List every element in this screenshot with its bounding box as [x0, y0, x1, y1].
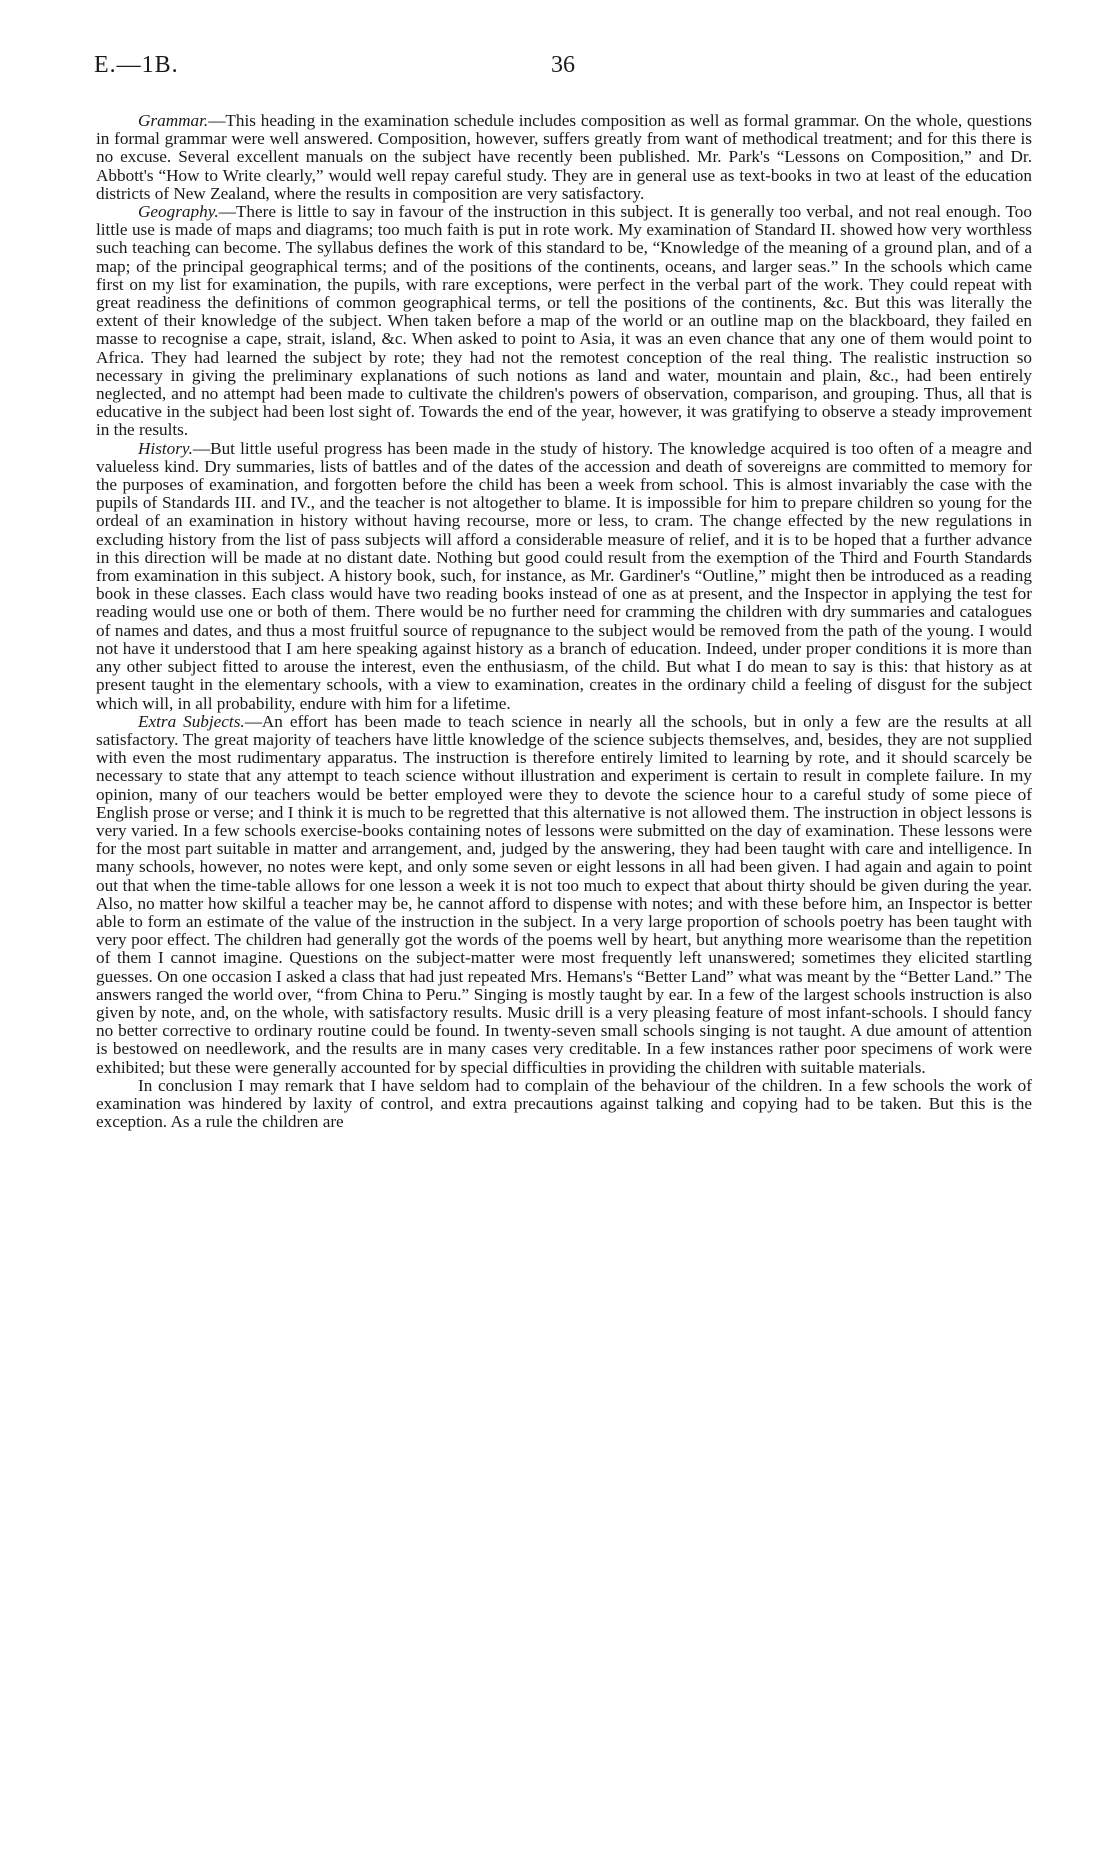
paragraph-geography-text: —There is little to say in favour of the instruction in this subject. It is generally too verbal, and not real enough. Too little use is made of maps and diagrams; too much faith is put in rote work. My examination of Standard II. showed how very worthless such teaching can become. The syllabus defines the work of this standard to be, “Knowledge of the meaning of a ground plan, and of a map; of the principal geographical terms; and of the positions of the continents, oceans, and larger seas.” In the schools which came first on my list for examination, the pupils, with rare exceptions, were perfect in the verbal part of the work. They could repeat with great readiness the definitions of common geographical terms, or tell the positions of the continents, &c. But this was literally the extent of their knowledge of the subject. When taken before a map of the world or an outline map on the blackboard, they failed en masse to recognise a cape, strait, island, &c. When asked to point to Asia, it was an even chance that any one of them would point to Africa. They had learned the subject by rote; they had not the remotest conception of the real thing. The realistic instruction so necessary in giving the preliminary explanations of such notions as land and water, mountain and plain, &c., had been entirely neglected, and no attempt had been made to cultivate the children's powers of observation, comparison, and grouping. Thus, all that is educative in the subject had been lost sight of. Towards the end of the year, however, it was gratifying to observe a steady improvement in the results.: [96, 202, 1032, 440]
paragraph-extra-subjects: [96, 713, 1032, 1077]
document-reference: E.—1B.: [94, 52, 179, 78]
report-body: [96, 112, 1032, 1131]
paragraph-grammar-text: —This heading in the examination schedule includes composition as well as formal grammar. On the whole, questions in formal grammar were well answered. Composition, however, suffers greatly from want of methodical treatment; and for this there is no excuse. Several excellent manuals on the subject have recently been published. Mr. Park's “Lessons on Composition,” and Dr. Abbott's “How to Write clearly,” would well repay careful study. They are in general use as text-books in two at least of the education districts of New Zealand, where the results in composition are very satisfactory.: [96, 111, 1032, 203]
heading-geography: Geography.: [138, 202, 219, 222]
paragraph-extra-subjects-text: —An effort has been made to teach science in nearly all the schools, but in only a few are the results at all satisfactory. The great majority of teachers have little knowledge of the science subjects themselves, and, besides, they are not supplied with even the most rudimentary apparatus. The instruction is therefore entirely limited to learning by rote, and it should scarcely be necessary to state that any attempt to teach science without illustration and experiment is certain to result in complete failure. In my opinion, many of our teachers would be better employed were they to devote the science hour to a careful study of some piece of English prose or verse; and I think it is much to be regretted that this alternative is not allowed them. The instruction in object lessons is very varied. In a few schools exercise-books containing notes of lessons were submitted on the day of examination. These lessons were for the most part suitable in matter and arrangement, and, judged by the answering, they had been taught with care and intelligence. In many schools, however, no notes were kept, and only some seven or eight lessons in all had been given. I had again and again to point out that when the time-table allows for one lesson a week it is not too much to expect that about thirty should be given during the year. Also, no matter how skilful a teacher may be, he cannot afford to dispense with notes; and with these before him, an Inspector is better able to form an estimate of the value of the instruction in the subject. In a very large proportion of schools poetry has been taught with very poor effect. The children had generally got the words of the poems well by heart, but anything more wearisome than the repetition of them I cannot imagine. Questions on the subject-matter were most frequently left unanswered; sometimes they elicited startling guesses. On one occasion I asked a class that had just repeated Mrs. Hemans's “Better Land” what was meant by the “Better Land.” The answers ranged the world over, “from China to Peru.” Singing is mostly taught by ear. In a few of the largest schools instruction is also given by note, and, on the whole, with satisfactory results. Music drill is a very pleasing feature of most infant-schools. I should fancy no better corrective to ordinary routine could be found. In twenty-seven small schools singing is not taught. A due amount of attention is bestowed on needlework, and the results are in many cases very creditable. In a few instances rather poor specimens of work were exhibited; but these were generally accounted for by special difficulties in providing the children with suitable materials.: [96, 711, 1033, 1077]
page-header: [94, 52, 1032, 86]
paragraph-conclusion-text: In conclusion I may remark that I have seldom had to complain of the behaviour of the children. In a few schools the work of examination was hindered by laxity of control, and extra precautions against talking and copying had to be taken. But this is the exception. As a rule the children are: [96, 1075, 1032, 1132]
paragraph-grammar: [96, 112, 1032, 203]
paragraph-conclusion: [96, 1077, 1032, 1132]
heading-history: History.: [138, 438, 193, 458]
paragraph-history: [96, 440, 1032, 713]
paragraph-history-text: —But little useful progress has been made in the study of history. The knowledge acquired is too often of a meagre and valueless kind. Dry summaries, lists of battles and of the dates of the accession and death of sovereigns are committed to memory for the purposes of examination, and forgotten before the child has been a week from school. This is almost invariably the case with the pupils of Standards III. and IV., and the teacher is not altogether to blame. It is impossible for him to prepare children so young for the ordeal of an examination in history without having recourse, more or less, to cram. The change effected by the new regulations in excluding history from the list of pass subjects will afford a considerable measure of relief, and it is to be hoped that a further advance in this direction will be made at no distant date. Nothing but good could result from the exemption of the Third and Fourth Standards from examination in this subject. A history book, such, for instance, as Mr. Gardiner's “Outline,” might then be introduced as a reading book in these classes. Each class would have two reading books instead of one as at present, and the Inspector in applying the test for reading would use one or both of them. There would be no further need for cramming the children with dry summaries and catalogues of names and dates, and thus a most fruitful source of repugnance to the subject would be removed from the path of the young. I would not have it understood that I am here speaking against history as a branch of education. Indeed, under proper conditions it is more than any other subject fitted to arouse the interest, even the enthusiasm, of the child. But what I do mean to say is this: that history as at present taught in the elementary schools, with a view to examination, creates in the ordinary child a feeling of disgust for the subject which will, in all probability, endure with him for a lifetime.: [96, 438, 1032, 713]
page-number: 36: [551, 52, 575, 78]
heading-extra-subjects: Extra Subjects.: [138, 711, 245, 731]
paragraph-geography: [96, 203, 1032, 440]
heading-grammar: Grammar.: [138, 111, 209, 130]
